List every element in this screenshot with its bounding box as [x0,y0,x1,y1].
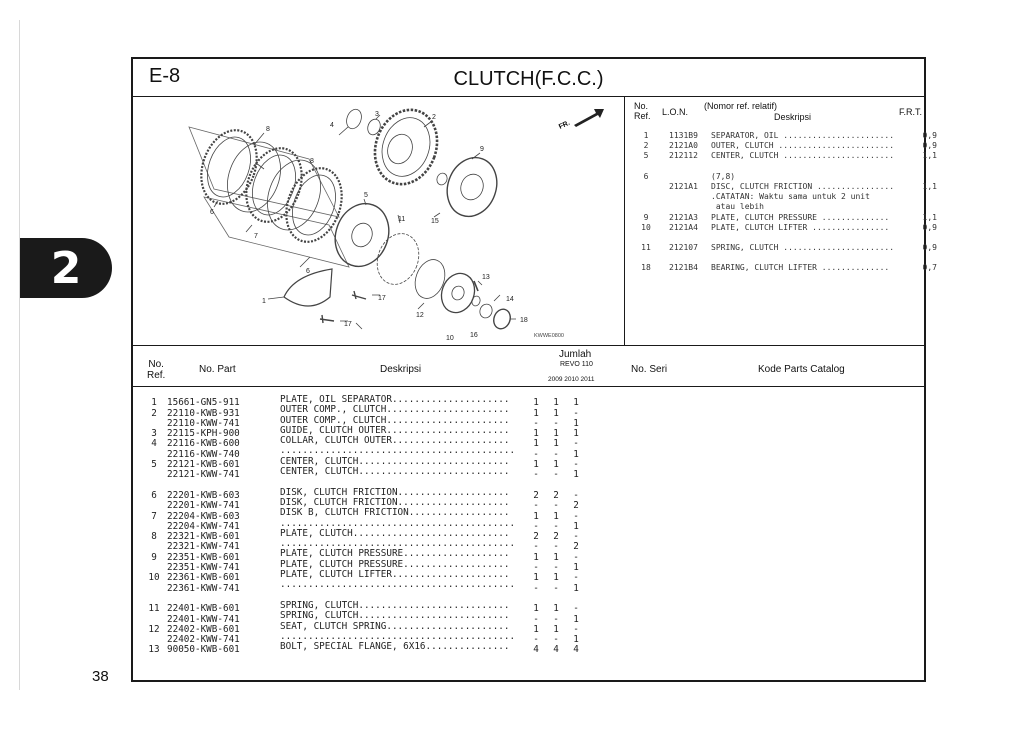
catalog-qty: 1 [533,603,539,615]
catalog-qty: 1 [533,551,539,563]
callout-8b: 8 [310,158,314,165]
catalog-description: COLLAR, CLUTCH OUTER..................... [280,436,510,447]
callout-17b: 17 [344,321,352,328]
catalog-description: .......................................... [280,580,516,591]
diagram-bottom-divider [133,345,924,346]
catalog-row [141,497,586,512]
catalog-description: PLATE, CLUTCH PRESSURE................... [280,549,510,560]
catalog-part-number: 22321-KWB-601 [167,531,240,543]
catalog-qty: 1 [553,603,559,615]
ref-frt: 0,9 [922,131,937,140]
catalog-description: SPRING, CLUTCH........................... [280,611,510,622]
ref-frt: 0,9 [922,141,937,151]
ref-desc: BEARING, CLUTCH LIFTER .............. [711,263,890,273]
catalog-qty: - [573,603,579,615]
catalog-qty: - [553,541,559,553]
ref-frt: 0,9 [922,243,937,253]
ref-frt: 0,9 [922,222,937,232]
ref-desc: atau lebih [711,202,764,212]
catalog-row [141,518,586,532]
catalog-description: SEAT, CLUTCH SPRING...................... [280,621,510,632]
fr-direction-arrow [558,109,604,131]
catalog-qty: - [553,582,559,594]
catalog-part-number: 22121-KWB-601 [167,459,240,471]
catalog-qty: 1 [553,551,559,563]
catalog-qty: - [533,500,539,512]
catalog-row [141,539,586,553]
catalog-row [141,611,586,625]
catalog-description: .......................................... [280,446,516,457]
catalog-description: PLATE, CLUTCH PRESSURE................... [280,559,510,570]
catalog-part-number: 22321-KWW-741 [167,541,240,553]
catalog-qty: - [553,520,559,532]
catalog-qty: 1 [553,459,559,471]
catalog-qty: 1 [553,438,559,450]
catalog-qty: 4 [573,644,579,656]
ref-table-row [635,162,937,172]
ref-desc: OUTER, CLUTCH ........................ [711,141,895,151]
section-code: E-8 [149,65,181,87]
ref-lon: 212107 [669,243,698,253]
fr-label: FR. [557,119,572,131]
catalog-part-number: 22401-KWB-601 [167,603,240,615]
catalog-qty: - [553,562,559,574]
catalog-qty: 1 [573,562,579,574]
callout-16: 16 [470,332,478,339]
catalog-row [141,631,586,646]
catalog-qty: 4 [553,644,559,656]
catalog-qty: 1 [573,428,579,440]
callout-5: 5 [364,192,368,199]
catalog-qty: 1 [553,428,559,440]
cat-header-model: REVO 110 [560,361,593,368]
clutch-diagram-svg [134,97,622,344]
catalog-part-number: 22401-KWW-741 [167,613,240,625]
ref-desc: SEPARATOR, OIL ....................... [711,131,895,140]
catalog-qty: 1 [553,572,559,584]
catalog-part-number: 22204-KWB-603 [167,510,240,522]
catalog-qty: 2 [553,531,559,543]
catalog-row [141,477,586,487]
catalog-qty: 1 [573,582,579,594]
ref-no: 9 [643,212,649,222]
catalog-ref-no: 2 [151,407,157,419]
catalog-part-number: 22402-KWW-741 [167,634,240,646]
ref-lon: 2121B4 [669,263,698,273]
catalog-ref-no: 12 [148,623,160,635]
catalog-ref-no: 9 [151,551,157,563]
catalog-qty: - [573,489,579,501]
catalog-part-number: 22110-KWB-931 [167,407,240,419]
catalog-part-number: 90050-KWB-601 [167,644,240,656]
catalog-row [141,395,586,409]
catalog-part-number: 22402-KWB-601 [167,623,240,635]
catalog-qty: - [533,541,539,553]
catalog-qty: 1 [553,510,559,522]
ref-header-desc: Deskripsi [774,112,812,122]
diagram-divider [624,96,625,345]
catalog-part-number: 22116-KWW-740 [167,448,240,460]
callout-6a: 6 [210,209,214,216]
catalog-description: PLATE, CLUTCH LIFTER..................... [280,570,510,581]
ref-table-row [635,141,937,151]
ref-no: 1 [643,131,649,140]
callout-9: 9 [480,146,484,153]
catalog-part-number: 22116-KWB-600 [167,438,240,450]
catalog-qty: - [533,634,539,646]
catalog-description: PLATE, OIL SEPARATOR..................... [280,395,510,405]
catalog-qty: - [553,417,559,429]
callout-11: 11 [398,216,406,223]
catalog-row [141,446,586,460]
catalog-row [141,570,586,584]
catalog-description: CENTER, CLUTCH........................... [280,456,510,467]
catalog-part-number: 22121-KWW-741 [167,469,240,481]
ref-lon: 2121A4 [669,222,698,232]
page-title: CLUTCH(F.C.C.) [453,68,604,90]
catalog-part-number: 22204-KWW-741 [167,520,240,532]
catalog-qty: - [533,613,539,625]
catalog-qty: 1 [533,459,539,471]
catalog-ref-no: 13 [148,644,160,656]
catalog-description: OUTER COMP., CLUTCH...................... [280,405,510,416]
catalog-part-number: 22110-KWW-741 [167,417,240,429]
ref-desc: PLATE, CLUTCH LIFTER ................ [711,222,890,232]
catalog-row [141,559,586,574]
catalog-ref-no: 1 [151,397,157,409]
callout-4: 4 [330,122,334,129]
callout-8a: 8 [266,126,270,133]
catalog-qty: 1 [533,407,539,419]
cat-header-no: No. Ref. [147,359,166,381]
catalog-row [141,580,586,594]
ref-table-row [635,263,937,273]
catalog-qty: 4 [533,644,539,656]
ref-table-row [635,192,937,202]
ref-table-row [635,243,937,253]
catalog-qty: - [573,407,579,419]
catalog-qty: 2 [573,500,579,512]
ref-frt: 1,1 [922,212,937,222]
catalog-ref-no: 3 [151,428,157,440]
ref-no: 6 [643,171,649,181]
catalog-qty: - [573,531,579,543]
catalog-description: SPRING, CLUTCH........................... [280,600,510,611]
catalog-qty: 2 [533,531,539,543]
catalog-ref-no: 10 [148,572,160,584]
catalog-row [141,405,586,419]
catalog-qty: 1 [573,417,579,429]
catalog-description: DISK, CLUTCH FRICTION.................... [280,497,510,508]
cat-header-serial: No. Seri [631,364,668,375]
ref-header-note: (Nomor ref. relatif) [704,101,778,111]
catalog-description: GUIDE, CLUTCH OUTER...................... [280,425,510,436]
catalog-qty: - [533,582,539,594]
catalog-page-frame [131,57,937,682]
ref-header-frt: F.R.T. [899,107,923,117]
ref-header-no: No. Ref. [634,101,651,121]
callout-2: 2 [432,114,436,121]
catalog-ref-no: 4 [151,438,157,450]
catalog-qty: - [553,634,559,646]
catalog-qty: 1 [533,397,539,409]
catalog-qty: - [533,562,539,574]
catalog-qty: - [533,520,539,532]
ref-desc: PLATE, CLUTCH PRESSURE .............. [711,212,890,222]
callout-12: 12 [416,312,424,319]
cat-header-desc: Deskripsi [380,364,422,375]
catalog-row [141,591,586,601]
ref-table-row [635,233,937,243]
ref-no: 11 [641,243,651,253]
ref-table-row [635,202,937,212]
catalog-qty: 1 [573,469,579,481]
catalog-description: .......................................... [280,518,516,529]
ref-lon: 212112 [669,151,698,161]
ref-table-row [635,253,937,263]
catalog-table-body [141,395,586,656]
catalog-qty: 1 [573,397,579,409]
catalog-part-number: 22351-KWW-741 [167,562,240,574]
catalog-qty: - [573,438,579,450]
catalog-description: PLATE, CLUTCH............................ [280,528,510,539]
catalog-description: DISK, CLUTCH FRICTION.................... [280,487,510,498]
callout-7: 7 [254,233,258,240]
catalog-qty: - [573,510,579,522]
ref-desc: (7,8) [711,171,736,181]
catalog-header-divider [133,386,924,387]
section-tab [20,238,112,298]
cat-header-jumlah: Jumlah [559,349,592,360]
catalog-part-number: 22201-KWB-603 [167,489,240,501]
catalog-qty: 1 [553,623,559,635]
catalog-qty: - [553,469,559,481]
catalog-row [141,528,586,543]
catalog-qty: 1 [573,613,579,625]
ref-lon: 2121A3 [669,212,698,222]
ref-table-row [635,182,937,192]
catalog-row [141,621,586,635]
section-tab-number: 2 [50,242,82,294]
catalog-qty: - [573,459,579,471]
ref-desc: CENTER, CLUTCH ....................... [711,151,895,161]
catalog-ref-no: 5 [151,459,157,471]
catalog-description: OUTER COMP., CLUTCH...................... [280,415,510,426]
figure-code: KWWE0800 [534,333,564,339]
catalog-qty: - [573,572,579,584]
ref-frt: 0,7 [922,263,937,273]
callout-18: 18 [520,317,528,324]
cat-header-code: Kode Parts Catalog [758,364,845,375]
catalog-qty: 1 [573,448,579,460]
ref-desc: .CATATAN: Waktu sama untuk 2 unit [711,192,870,202]
catalog-ref-no: 7 [151,510,157,522]
ref-no: 18 [641,263,651,273]
ref-table-row [635,213,937,223]
catalog-row [141,487,586,501]
ref-lon: 1131B9 [669,131,698,140]
catalog-qty: 1 [533,510,539,522]
catalog-qty: 2 [553,489,559,501]
ref-table-row [635,172,937,182]
catalog-qty: - [553,613,559,625]
catalog-qty: 1 [553,407,559,419]
catalog-row [141,456,586,471]
catalog-part-number: 15661-GN5-911 [167,397,240,409]
catalog-row [141,549,586,563]
ref-desc: SPRING, CLUTCH ....................... [711,243,895,253]
ref-desc: DISC, CLUTCH FRICTION ................ [711,181,895,191]
callout-14: 14 [506,296,514,303]
ref-table-row [635,151,937,161]
catalog-description: BOLT, SPECIAL FLANGE, 6X16............... [280,642,510,653]
callout-13: 13 [482,274,490,281]
catalog-part-number: 22201-KWW-741 [167,500,240,512]
ref-frt: 1,1 [922,151,937,161]
catalog-qty: 1 [533,623,539,635]
page-number: 38 [92,668,109,685]
catalog-qty: 1 [533,438,539,450]
catalog-part-number: 22115-KPH-900 [167,428,240,440]
catalog-row [141,600,586,615]
callout-1: 1 [262,298,266,305]
catalog-qty: - [553,500,559,512]
catalog-qty: 2 [573,541,579,553]
ref-table-row [635,131,937,141]
callout-17a: 17 [378,295,386,302]
catalog-part-number: 22351-KWB-601 [167,551,240,563]
page-margin-line [19,20,20,690]
ref-lon: 2121A0 [669,141,698,151]
catalog-row [141,425,586,440]
catalog-qty: - [553,448,559,460]
ref-table-row [635,223,937,233]
catalog-row [141,642,586,656]
catalog-qty: 1 [573,520,579,532]
callout-6b: 6 [306,268,310,275]
catalog-part-number: 22361-KWW-741 [167,582,240,594]
catalog-description: CENTER, CLUTCH........................... [280,467,510,478]
catalog-qty: 1 [573,634,579,646]
catalog-description: DISK B, CLUTCH FRICTION.................. [280,508,510,519]
catalog-row [141,415,586,429]
exploded-diagram [134,97,622,344]
catalog-row [141,508,586,522]
ref-frt: 1,1 [922,181,937,191]
catalog-qty: 1 [533,572,539,584]
ref-no: 2 [643,141,649,151]
catalog-qty: - [533,448,539,460]
catalog-ref-no: 11 [148,603,160,615]
catalog-row [141,436,586,450]
catalog-qty: 1 [533,428,539,440]
catalog-description: .......................................... [280,631,516,642]
ref-lon: 2121A1 [669,181,698,191]
catalog-qty: - [573,623,579,635]
catalog-part-number: 22361-KWB-601 [167,572,240,584]
ref-no: 10 [641,222,651,232]
callout-10: 10 [446,335,454,342]
catalog-ref-no: 8 [151,531,157,543]
callout-15: 15 [431,218,439,225]
cat-header-years: 2009 2010 2011 [548,376,595,383]
catalog-qty: - [533,469,539,481]
ref-no: 5 [643,151,649,161]
cat-header-part: No. Part [199,364,236,375]
catalog-qty: 2 [533,489,539,501]
callout-3: 3 [375,111,379,118]
catalog-qty: 1 [553,397,559,409]
catalog-row [141,467,586,481]
catalog-ref-no: 6 [151,489,157,501]
catalog-qty: - [573,551,579,563]
catalog-description: .......................................... [280,539,516,550]
ref-header-lon: L.O.N. [662,107,689,117]
ref-table-body [635,131,937,274]
catalog-qty: - [533,417,539,429]
